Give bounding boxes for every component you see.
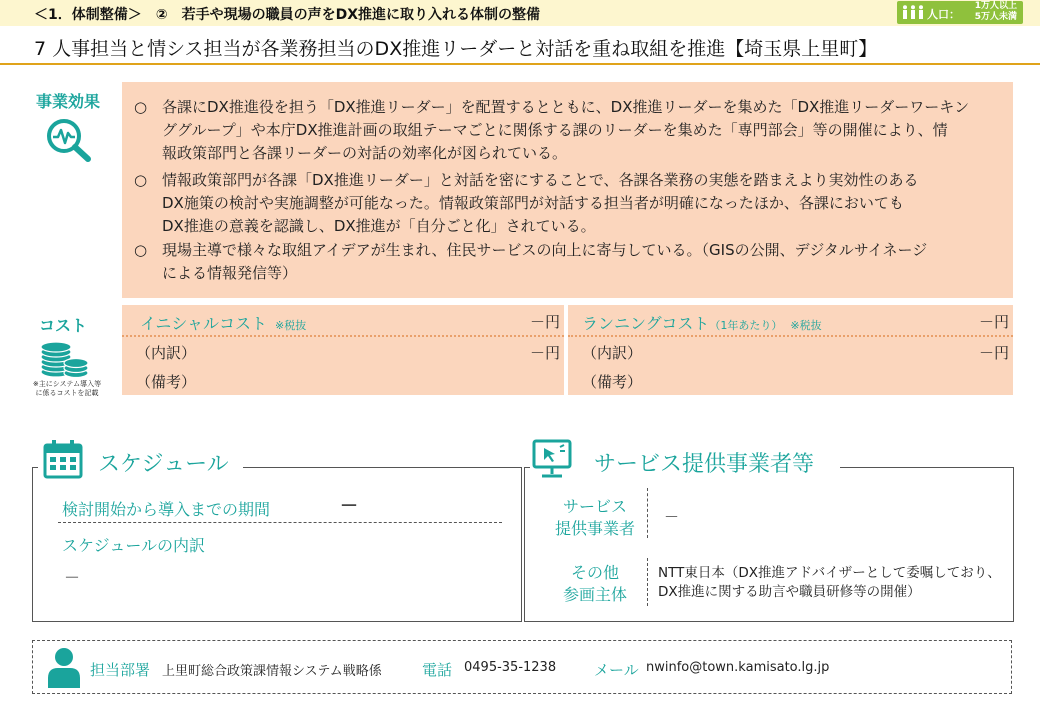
page-title: 7 人事担当と情シス担当が各業務担当のDX推進リーダーと対話を重ね取組を推進【埼玉県上里町】	[34, 38, 878, 60]
contact-tel-value[interactable]: 0495-35-1238	[464, 660, 557, 675]
bullet-mark: ○	[134, 241, 148, 259]
schedule-detail-label: スケジュールの内訳	[62, 536, 206, 555]
population-range-bottom: 5万人未満	[974, 12, 1017, 22]
cost-note	[24, 380, 110, 398]
monitor-cursor-icon	[530, 438, 580, 480]
initial-cost-panel	[122, 305, 564, 395]
effect-bullet-2-line-2: DX施策の検討や実施調整が可能なった。情報政策部門が対話する担当者が明確になったほか、各課においても	[162, 194, 904, 212]
running-cost-tax-note: ※税抜	[790, 319, 822, 332]
effect-panel	[122, 82, 1013, 298]
effect-bullet-3-line-1: 現場主導で様々な取組アイデアが生まれ、住民サービスの向上に寄与している。（GISの公開、デジタルサイネージ	[162, 241, 928, 259]
service-other-label-line-2: 参画主体	[562, 585, 627, 604]
running-remarks-label: （備考）	[582, 373, 643, 391]
initial-cost-tax-note: ※税抜	[275, 319, 307, 332]
schedule-panel-top-right	[243, 467, 522, 469]
calendar-icon	[42, 438, 84, 480]
effect-bullet-3-line-2: による情報発信等）	[162, 264, 298, 282]
coins-icon	[38, 336, 90, 380]
bullet-mark: ○	[134, 171, 148, 189]
person-icon	[46, 646, 82, 688]
service-other-value-line-1: NTT東日本（DX推進アドバイザーとして委嘱しており、	[658, 565, 1001, 581]
schedule-title: スケジュール	[98, 452, 229, 477]
service-other-label	[540, 562, 650, 606]
service-other-value-line-2: DX推進に関する助言や職員研修等の開催）	[658, 584, 921, 600]
running-cost-header	[568, 305, 1013, 337]
running-breakdown-label: （内訳）	[582, 344, 643, 362]
running-breakdown-value: －円	[978, 344, 1009, 362]
people-icon	[901, 5, 925, 23]
schedule-detail-value: －	[64, 568, 81, 587]
effect-bullet-1-line-2: ググループ」や本庁DX推進計画の取組テーマごとに関係する課のリーダーを集めた「専門部会」等の開催により、情	[162, 121, 948, 139]
magnifier-pulse-icon	[44, 116, 96, 162]
contact-mail-label: メール	[594, 661, 639, 679]
bullet-mark: ○	[134, 98, 148, 116]
service-other-label-line-1: その他	[570, 563, 619, 582]
population-badge	[897, 1, 1023, 24]
initial-cost-title: イニシャルコスト ※税抜	[140, 314, 307, 333]
contact-tel-label: 電話	[422, 661, 453, 679]
population-range	[969, 1, 1017, 23]
population-label: 人口：	[927, 8, 960, 21]
service-title: サービス提供事業者等	[594, 452, 815, 477]
title-underline	[0, 63, 1040, 65]
schedule-period-label: 検討開始から導入までの期間	[62, 500, 271, 519]
running-cost-per-year: （1年あたり）	[709, 319, 783, 332]
initial-cost-header	[122, 305, 564, 337]
schedule-panel-top-left	[32, 467, 38, 469]
initial-remarks-label: （備考）	[136, 373, 197, 391]
population-range-top: 1万人以上	[974, 1, 1017, 11]
schedule-divider	[58, 522, 502, 523]
running-cost-title: ランニングコスト（1年あたり） ※税抜	[582, 314, 822, 333]
initial-breakdown-value: －円	[529, 344, 560, 362]
effect-label: 事業効果	[35, 92, 100, 111]
section-title: ＜1．体制整備＞ ② 若手や現場の職員の声をDX推進に取り入れる体制の整備	[34, 7, 541, 23]
contact-mail-link[interactable]: nwinfo@town.kamisato.lg.jp	[646, 660, 830, 675]
service-provider-label	[540, 496, 650, 540]
cost-note-line-2: に係るコストを記載	[35, 389, 99, 397]
initial-breakdown-label: （内訳）	[136, 344, 197, 362]
service-panel-top-right	[840, 467, 1014, 469]
service-provider-value: －	[664, 508, 680, 526]
running-cost-value: －円	[978, 313, 1009, 331]
contact-dept-value: 上里町総合政策課情報システム戦略係	[162, 664, 382, 679]
effect-bullet-2-line-1: 情報政策部門が各課「DX推進リーダー」と対話を密にすることで、各課各業務の実態を踏まえより実効性のある	[162, 171, 919, 189]
initial-cost-value: －円	[529, 313, 560, 331]
service-provider-label-line-1: サービス	[562, 497, 627, 516]
service-other-value	[658, 564, 1008, 602]
cost-label: コスト	[38, 316, 87, 335]
service-divider	[647, 488, 648, 538]
cost-note-line-1: ※主にシステム導入等	[32, 380, 102, 388]
running-cost-panel	[568, 305, 1013, 395]
schedule-period-value: －	[340, 496, 358, 517]
contact-dept-label: 担当部署	[90, 661, 151, 679]
service-divider	[647, 558, 648, 606]
effect-bullet-1-line-3: 報政策部門と各課リーダーの対話の効率化が図られている。	[162, 144, 568, 162]
effect-bullet-1-line-1: 各課にDX推進役を担う「DX推進リーダー」を配置するとともに、DX推進リーダーを集めた「DX推進リーダーワーキン	[162, 98, 970, 116]
effect-bullet-2-line-3: DX推進の意義を認識し、DX推進が「自分ごと化」されている。	[162, 217, 596, 235]
service-provider-label-line-2: 提供事業者	[554, 519, 635, 538]
